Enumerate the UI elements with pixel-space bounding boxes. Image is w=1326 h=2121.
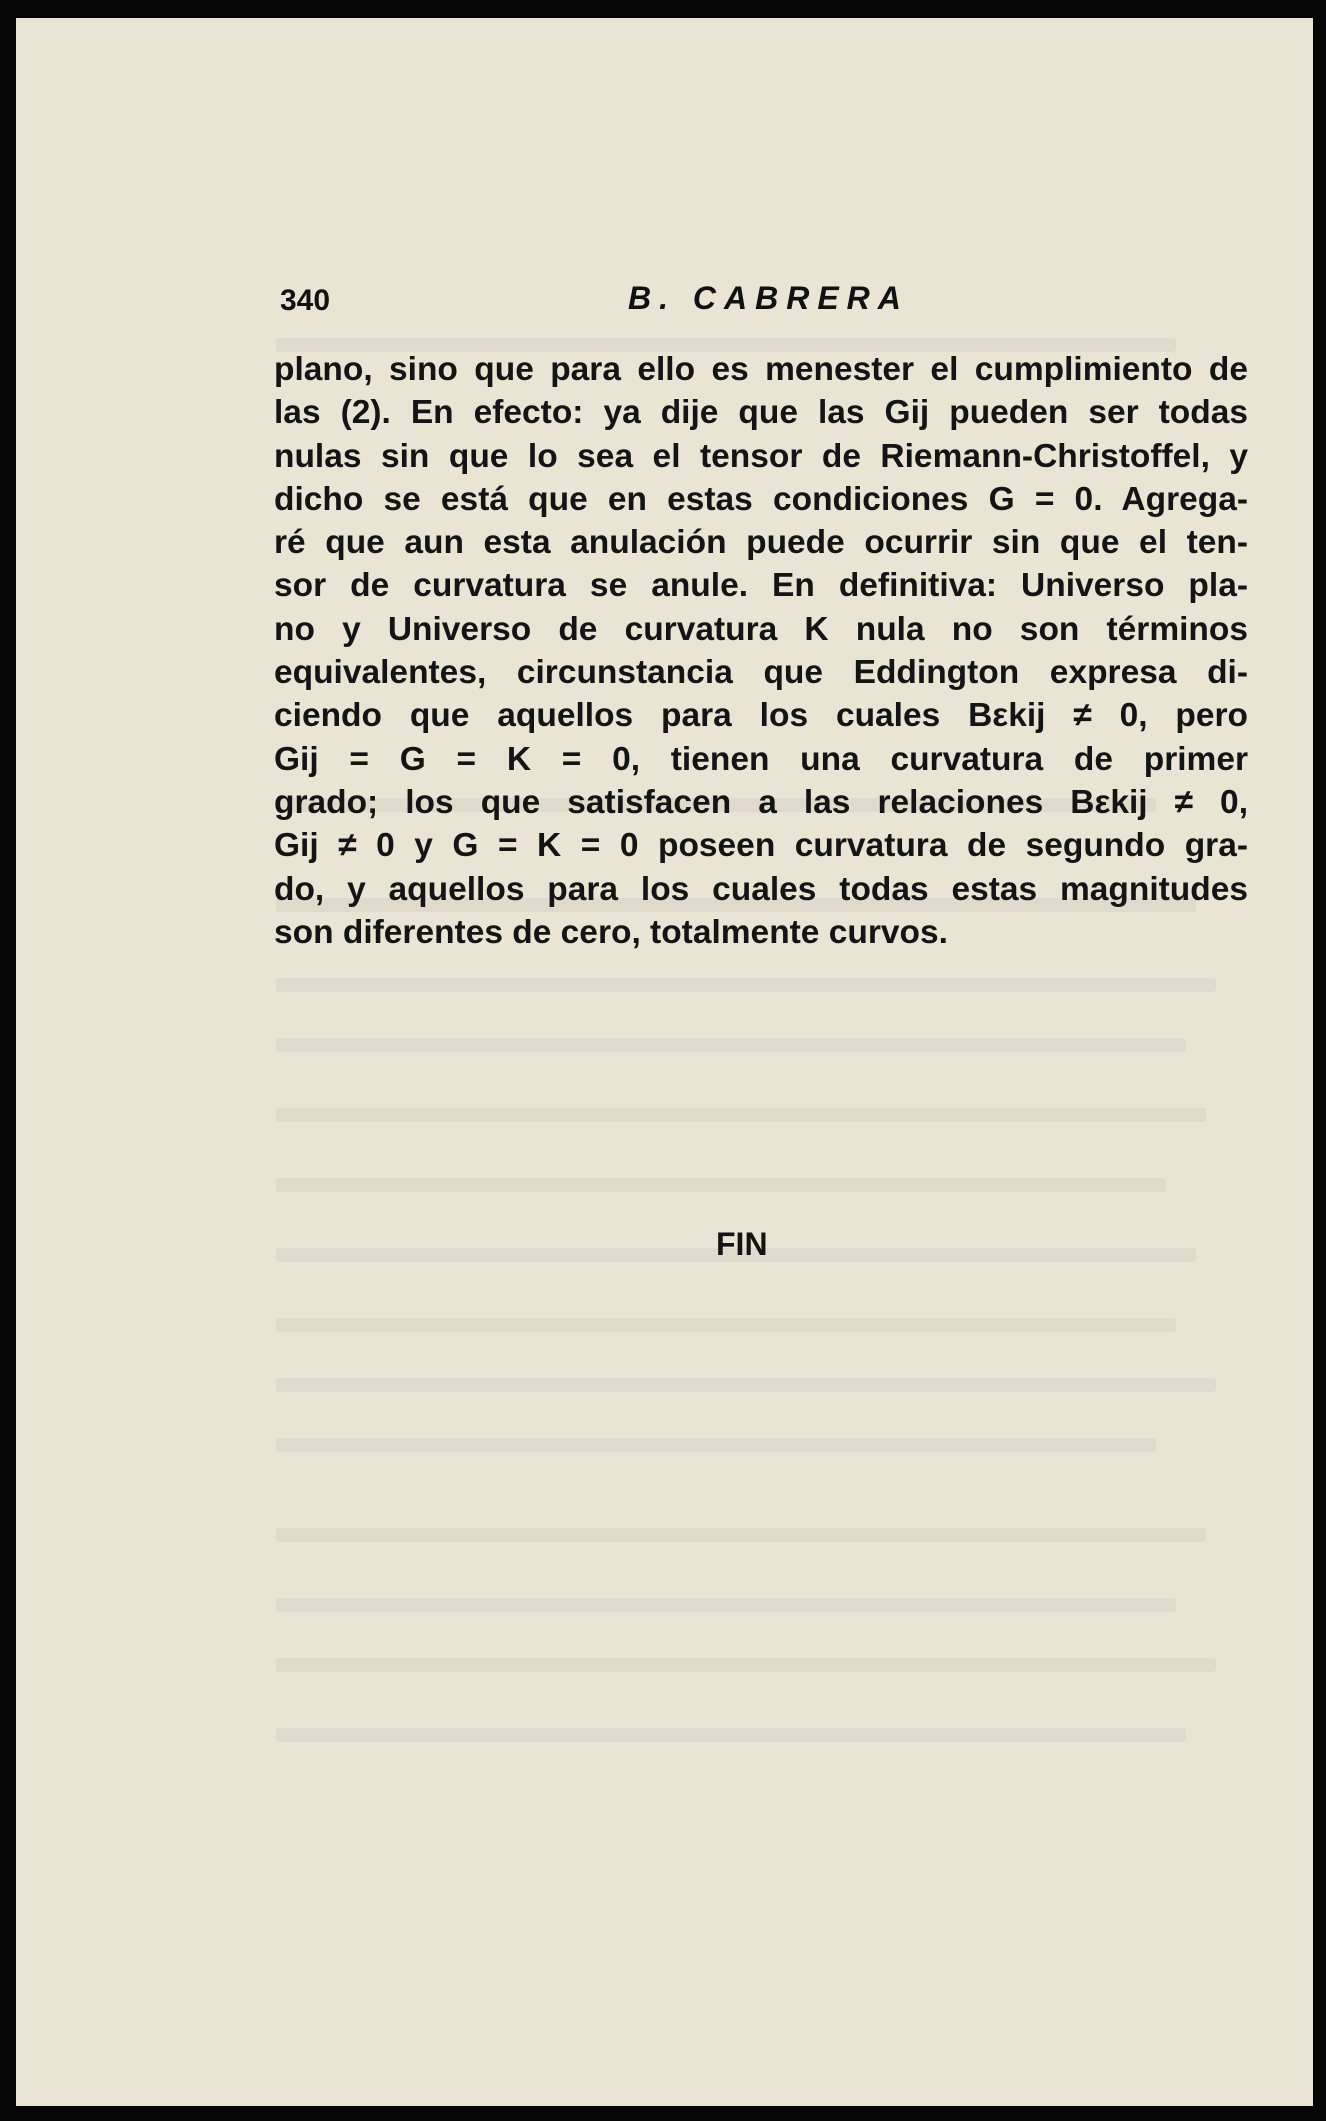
text-line: ciendo que aquellos para los cuales Bεkij ≠ 0, pero: [274, 697, 1248, 735]
text-line: sor de curvatura se anule. En definitiva: Universo pla-: [274, 567, 1248, 605]
text-line: dicho se está que en estas condiciones G = 0. Agrega-: [274, 480, 1248, 518]
text-line: Gij = G = K = 0, tienen una curvatura de primer: [274, 740, 1248, 778]
running-header: [280, 280, 1080, 320]
text-line: las (2). En efecto: ya dije que las Gij pueden ser todas: [274, 394, 1248, 432]
running-author: B. CABRERA: [628, 280, 909, 316]
end-mark: FIN: [716, 1226, 768, 1262]
book-page: [16, 18, 1313, 2106]
text-line: ré que aun esta anulación puede ocurrir sin que el ten-: [274, 524, 1248, 562]
text-line: plano, sino que para ello es menester el cumplimiento de: [274, 351, 1248, 388]
text-line: no y Universo de curvatura K nula no son términos: [274, 610, 1248, 648]
text-line: do, y aquellos para los cuales todas estas magnitudes: [274, 870, 1248, 908]
text-line: equivalentes, circunstancia que Eddington expresa di-: [274, 654, 1248, 692]
text-line: Gij ≠ 0 y G = K = 0 poseen curvatura de segundo gra-: [274, 827, 1248, 865]
text-line: nulas sin que lo sea el tensor de Riemann-Christoffel, y: [274, 437, 1248, 475]
text-line: grado; los que satisfacen a las relaciones Bεkij ≠ 0,: [274, 783, 1248, 821]
page-number: 340: [280, 284, 331, 317]
body-paragraph: [274, 348, 1248, 954]
text-line: son diferentes de cero, totalmente curvos.: [274, 913, 948, 951]
